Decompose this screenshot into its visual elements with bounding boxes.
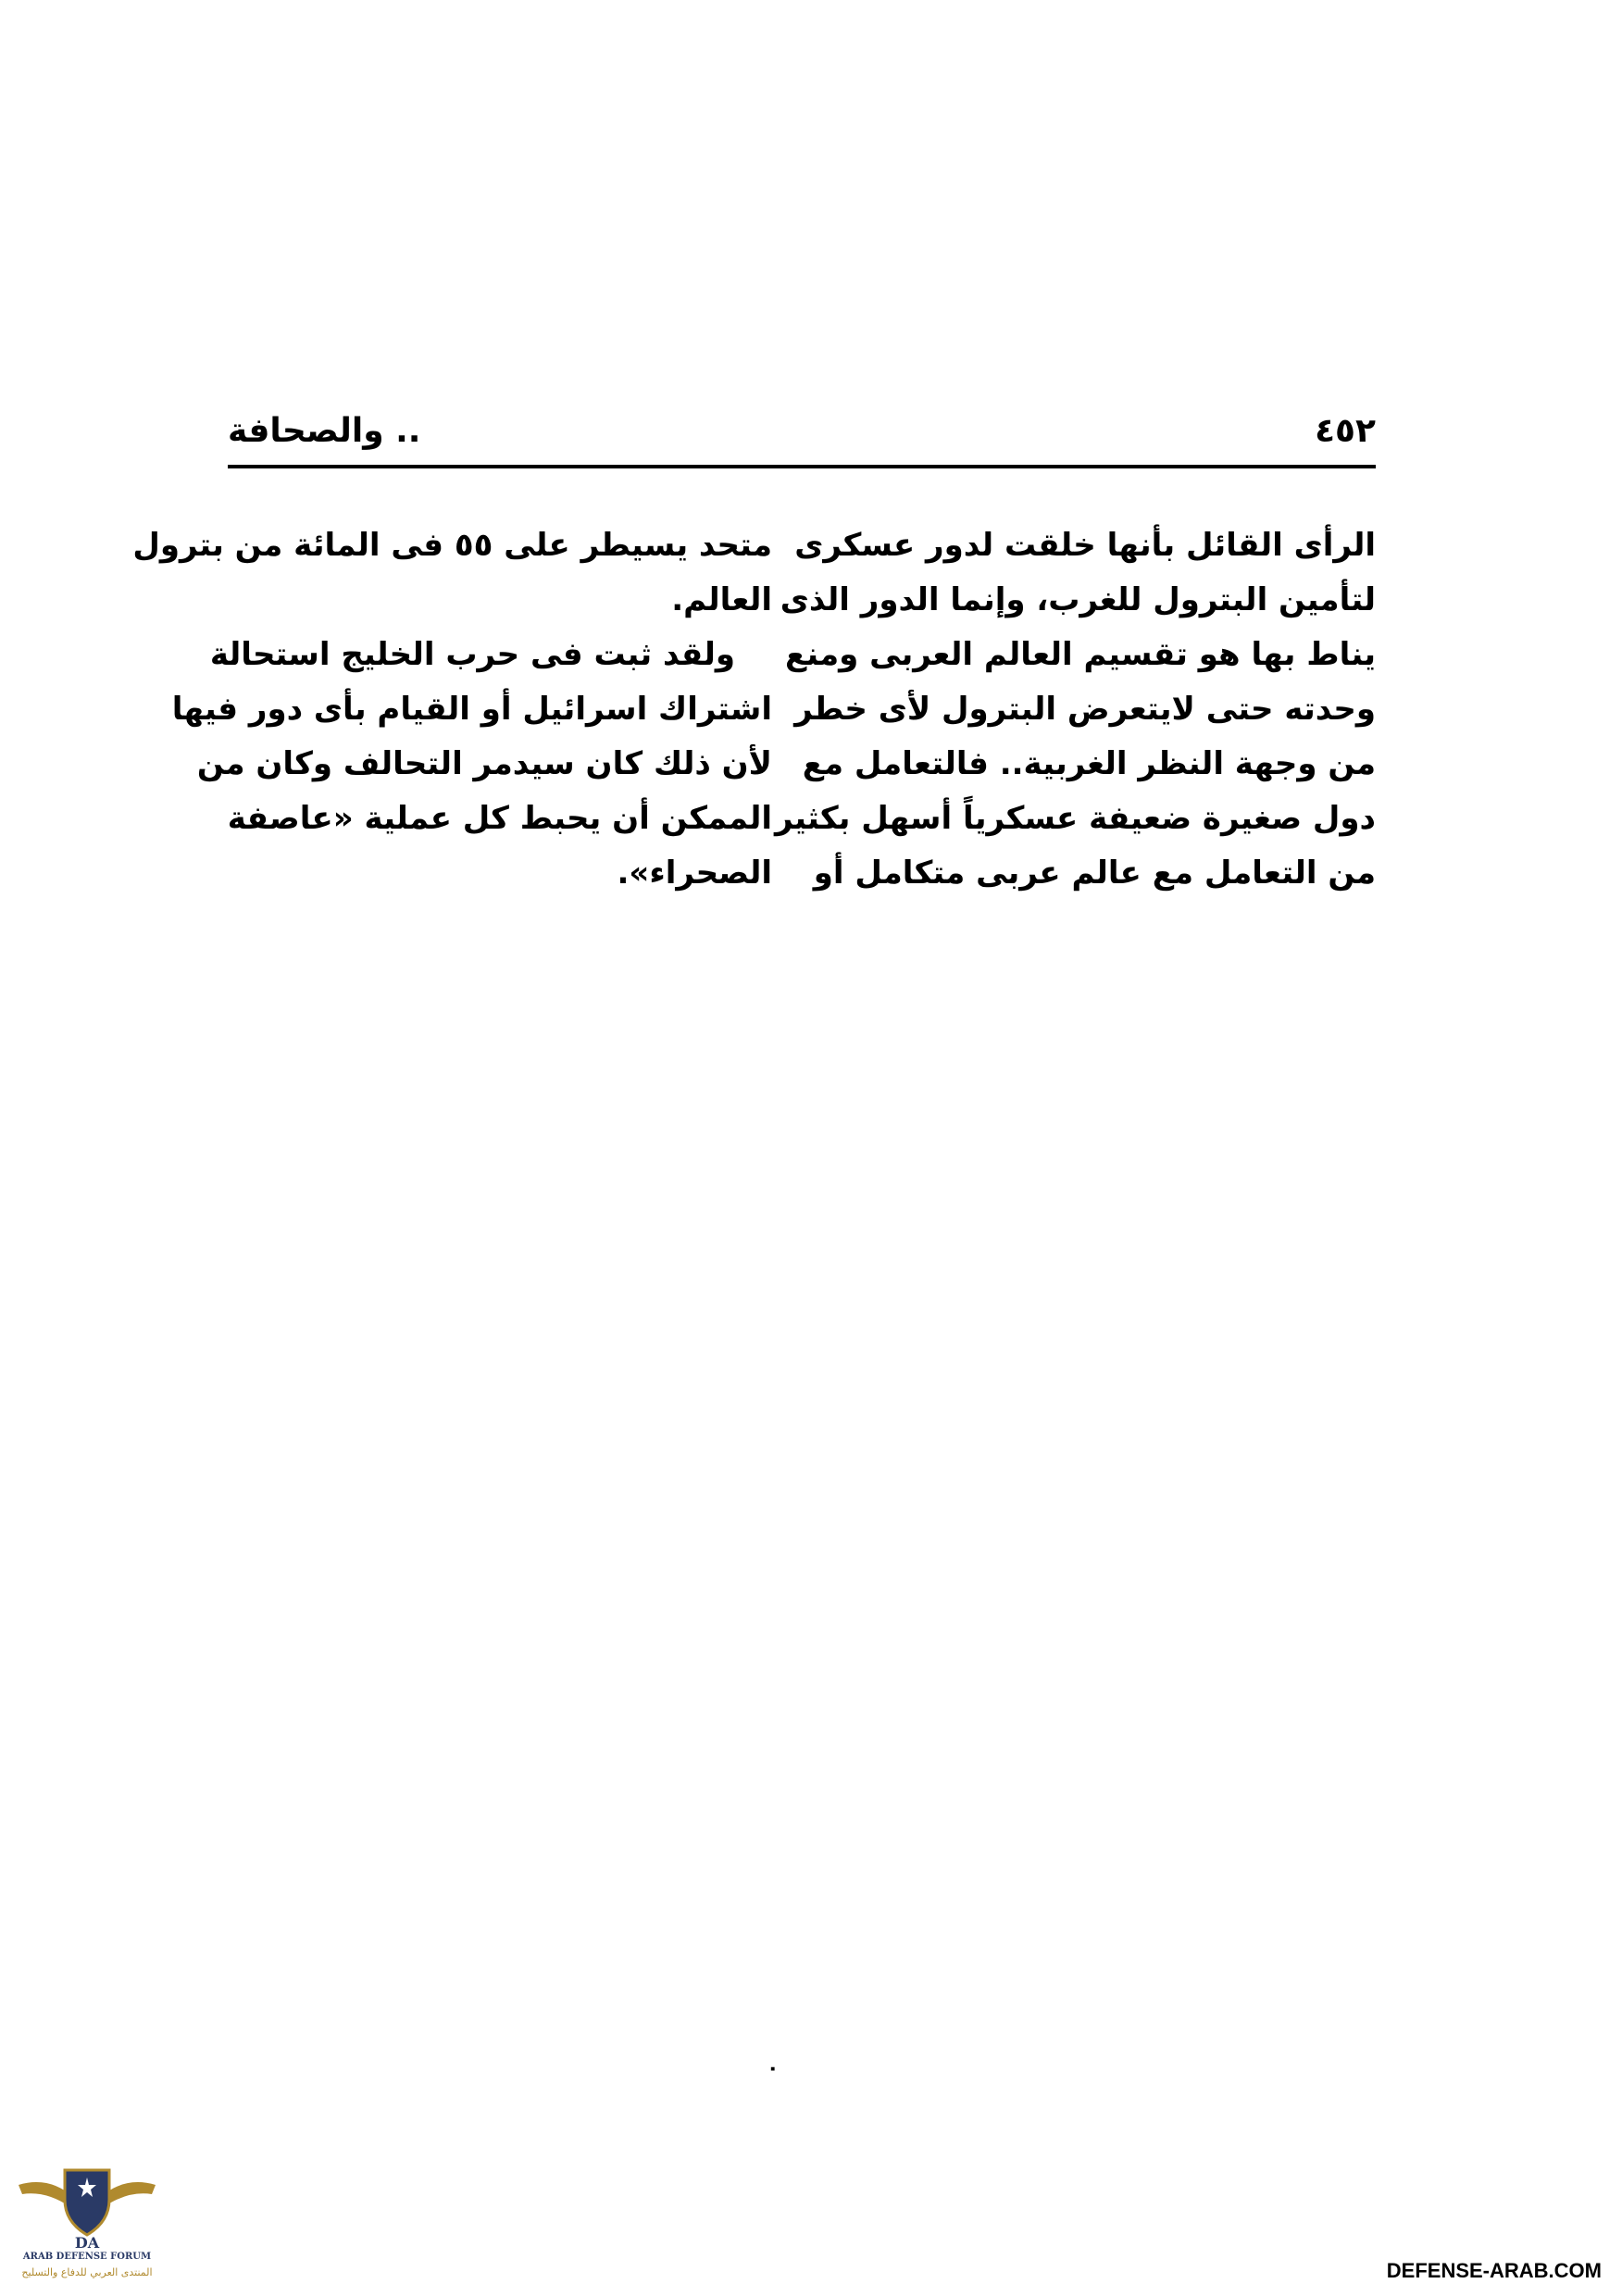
- header-rule: [228, 465, 1376, 468]
- text-line: يناط بها هو تقسيم العالم العربى ومنع: [784, 636, 1376, 673]
- text-line: اشتراك اسرائيل أو القيام بأى دور فيها: [171, 691, 772, 728]
- text-column-left: [132, 518, 772, 901]
- footer-mark: ٠: [767, 2057, 780, 2080]
- watermark-site-url: DEFENSE-ARAB.COM: [1386, 2259, 1602, 2282]
- arab-defense-forum-logo: [13, 2157, 161, 2287]
- paragraph-start-line: ولقد ثبت فى حرب الخليج استحالة: [209, 636, 735, 673]
- text-line: دول صغيرة ضعيفة عسكرياً أسهل بكثير: [774, 800, 1376, 837]
- shield-wings-icon: [13, 2157, 161, 2253]
- running-title: .. والصحافة: [228, 412, 421, 450]
- text-line: العالم.: [671, 581, 772, 618]
- logo-text-arabic: المنتدى العربي للدفاع والتسليح: [21, 2266, 153, 2278]
- text-line: متحد يسيطر على ٥٥ فى المائة من بترول: [132, 527, 772, 564]
- text-line: الممكن أن يحبط كل عملية «عاصفة: [227, 800, 772, 837]
- logo-letters: DA: [74, 2234, 100, 2252]
- page-number: ٤٥٢: [1315, 412, 1376, 450]
- text-line: الصحراء».: [617, 855, 772, 892]
- text-line: لأن ذلك كان سيدمر التحالف وكان من: [196, 745, 772, 782]
- logo-text-english: ARAB DEFENSE FORUM: [22, 2252, 152, 2262]
- text-line: وحدته حتى لايتعرض البترول لأى خطر: [794, 691, 1376, 728]
- page-header: [228, 406, 1376, 461]
- text-column-right: [774, 518, 1376, 901]
- text-line: لتأمين البترول للغرب، وإنما الدور الذى: [780, 581, 1376, 618]
- text-line: من وجهة النظر الغربية.. فالتعامل مع: [802, 745, 1376, 782]
- text-line: الرأى القائل بأنها خلقت لدور عسكرى: [794, 527, 1376, 564]
- text-line: من التعامل مع عالم عربى متكامل أو: [813, 855, 1376, 892]
